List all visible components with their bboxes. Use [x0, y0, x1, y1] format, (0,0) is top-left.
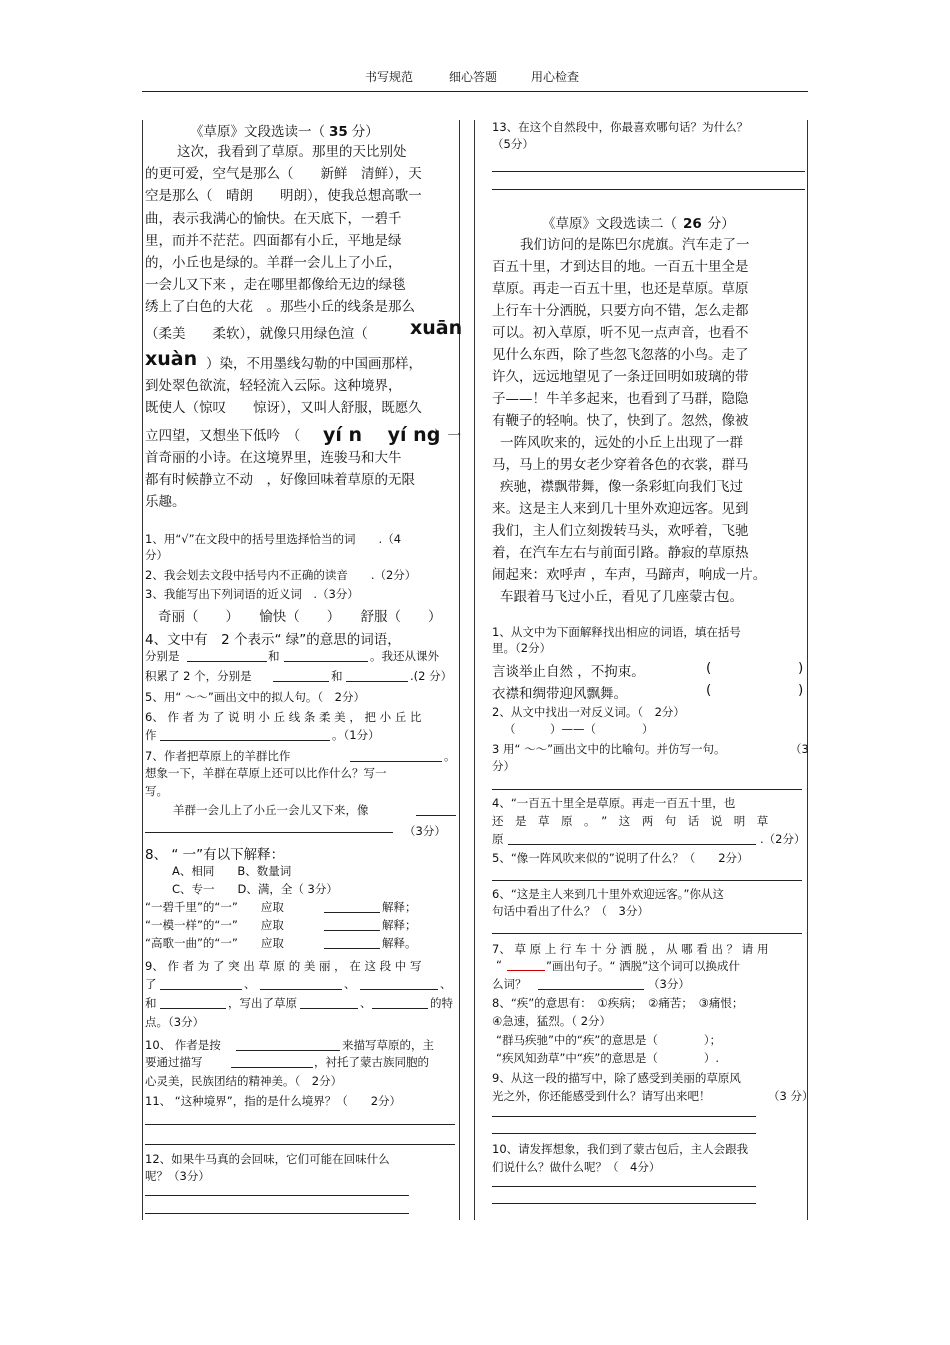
passage-line: 上行车十分洒脱，只要方向不错，怎么走都 — [492, 303, 749, 319]
passage-line: 许久，远远地望见了一条迂回明如玻璃的带 — [492, 369, 749, 385]
answer-blank[interactable] — [236, 1050, 340, 1051]
passage-line: 既使人（惊叹 惊讶），又叫人舒服，既愿久 — [145, 400, 422, 416]
r-question-10: 10、请发挥想象，我们到了蒙古包后，主人会跟我 — [492, 1142, 749, 1156]
left-column-border — [142, 120, 143, 1220]
passage-line: 曲，表示我满心的愉快。在天底下，一碧千 — [145, 211, 402, 227]
r-question-1-bracket: ( — [706, 682, 712, 698]
passage-line: 着，在汽车左右与前面引路。静寂的草原热 — [492, 545, 749, 561]
question-8-options: A、相同 B、数量词 — [172, 864, 292, 878]
answer-blank[interactable] — [360, 989, 438, 990]
answer-blank[interactable] — [284, 661, 368, 662]
question-3-words: 奇丽（ ） 愉快（ ） 舒服（ ） — [158, 609, 442, 625]
question-13: 13、在这个自然段中，你最喜欢哪句话？为什么？ — [492, 120, 749, 134]
question-4-text: 和 — [268, 649, 280, 663]
question-9-text: 、 — [344, 977, 356, 991]
question-7-text: 写。 — [145, 784, 168, 798]
passage-line: 的更可爱，空气是那么（ 新鲜 清鲜），天 — [145, 166, 422, 182]
passage-line: 我们，主人们立刻拨转马头，欢呼着，飞驰 — [492, 523, 749, 539]
passage-line: 闹起来：欢呼声 ，车声，马蹄声，响成一片。 — [492, 567, 767, 583]
question-3: 3、我能写出下列词语的近义词 .（3分） — [145, 587, 359, 601]
answer-blank[interactable] — [145, 832, 393, 833]
answer-blank[interactable] — [538, 989, 644, 990]
answer-blank[interactable] — [160, 1008, 226, 1009]
passage-line: 我们访问的是陈巴尔虎旗。汽车走了一 — [520, 237, 750, 253]
r-question-8: 8、“疾”的意思有： ①疾病； ②痛苦； ③痛恨； — [492, 996, 744, 1010]
r-question-1-bracket: ) — [798, 682, 804, 698]
question-7-text: 。 — [444, 749, 456, 763]
passage-line: 一会儿又下来 ，走在哪里都像给无边的绿毯 — [145, 277, 406, 293]
answer-blank[interactable] — [231, 1067, 313, 1068]
question-4-text: 。我还从课外 — [370, 649, 439, 663]
question-9-text: 的特 — [430, 996, 453, 1010]
question-13-score: （5分） — [492, 137, 534, 151]
answer-line[interactable] — [145, 1195, 409, 1196]
pinyin-yin-ying: yí n yí ng — [323, 424, 441, 446]
question-9-text: 、 — [440, 977, 452, 991]
r-question-9-score: （3 分） — [768, 1089, 814, 1103]
passage-line: 见什么东西，除了些忽飞忽落的小鸟。走了 — [492, 347, 749, 363]
passage-line: 有鞭子的轻响。快了，快到了。忽然，像被 — [492, 413, 749, 429]
title-score: 35 — [329, 124, 348, 140]
r-question-7-score: （3分） — [648, 977, 690, 991]
passage-line: ）染，不用墨线勾勒的中国画那样， — [206, 356, 422, 372]
answer-line[interactable] — [492, 1186, 756, 1187]
question-4-text: 积累了 2 个，分别是 — [145, 669, 252, 683]
passage-line: 百五十里，才到达目的地。一百五十里全是 — [492, 259, 749, 275]
r-question-9-text: 光之外，你还能感受到什么？请写出来吧！ — [492, 1089, 711, 1103]
title-text: 《草原》文段选读一（ — [190, 124, 325, 140]
passage-line: 乐趣。 — [145, 494, 186, 510]
question-10-text: 来描写草原的，主 — [342, 1038, 434, 1052]
question-9-score: 点。（3分） — [145, 1015, 205, 1029]
question-9: 9、 作 者 为 了 突 出 草 原 的 美 丽 ， 在 这 段 中 写 — [145, 959, 422, 973]
answer-blank[interactable] — [273, 681, 329, 682]
question-10-text: 要通过描写 — [145, 1055, 203, 1069]
question-8: 8、 “ 一”有以下解释： — [145, 847, 285, 863]
question-8-item: 解释； — [382, 900, 417, 914]
r-question-2: 2、从文中找出一对反义词。（ 2分） — [492, 705, 685, 719]
passage-line: 绣上了白色的大花 。那些小丘的线条是那么 — [145, 299, 415, 315]
passage-line: 草原。再走一百五十里，也还是草原。草原 — [492, 281, 749, 297]
r-question-8-text: ④急速，猛烈。（ 2分） — [492, 1014, 612, 1028]
r-question-2-blanks: （ ）——（ ） — [504, 722, 654, 736]
answer-blank[interactable] — [187, 661, 267, 662]
question-5: 5、用“ ～～”画出文中的拟人句。（ 2分） — [145, 690, 365, 704]
question-8-item: “高歌一曲”的“一” 应取 — [145, 936, 284, 950]
answer-blank[interactable] — [300, 1008, 358, 1009]
header-motto-1: 书写规范 — [365, 70, 414, 84]
question-8-item: 解释； — [382, 918, 417, 932]
question-12: 12、如果牛马真的会回味，它们可能在回味什么 — [145, 1152, 390, 1166]
question-11: 11、 “这种境界”，指的是什么境界？（ 2分） — [145, 1094, 402, 1108]
answer-blank[interactable] — [416, 815, 456, 816]
answer-blank[interactable] — [160, 989, 242, 990]
r-question-7-text: “ — [496, 958, 502, 972]
question-4-text: .(2 分） — [410, 669, 453, 683]
answer-line[interactable] — [145, 1213, 409, 1214]
passage-line: 首奇丽的小诗。在这境界里，连骏马和大牛 — [145, 450, 402, 466]
passage-line: 空是那么（ 晴朗 明朗），使我总想高歌一 — [145, 188, 422, 204]
right-column-border — [807, 120, 808, 1220]
question-7-score: （3分） — [404, 824, 446, 838]
passage-line: 一阵风吹来的，远处的小丘上出现了一群 — [500, 435, 743, 451]
question-2: 2、我会划去文段中括号内不正确的读音 .（2分） — [145, 568, 417, 582]
r-question-10-text: 们说什么？做什么呢？（ 4分） — [492, 1160, 661, 1174]
question-6-text: 。（1分） — [332, 728, 380, 742]
column-divider-left — [459, 120, 460, 1220]
passage-line: 到处翠色欲流，轻轻流入云际。这种境界， — [145, 378, 402, 394]
header-motto-3: 用心检查 — [531, 70, 580, 84]
r-question-1-bracket: ( — [706, 660, 712, 676]
r-question-8-text: “疾风知劲草”中“疾”的意思是（ ）. — [496, 1051, 719, 1065]
column-divider-right — [474, 120, 475, 1220]
r-question-1-cont: 里。（2分） — [492, 641, 552, 655]
r-question-6: 6、“这是主人来到几十里外欢迎远客。”你从这 — [492, 887, 724, 901]
question-9-text: ，写出了草原 — [228, 996, 297, 1010]
question-8-item: “一碧千里”的“一” 应取 — [145, 900, 284, 914]
r-question-4: 4、“一百五十里全是草原。再走一百五十里，也 — [492, 796, 736, 810]
passage-1-title — [190, 120, 379, 140]
question-9-text: 和 — [145, 996, 157, 1010]
pinyin-xuan4: xuàn — [145, 348, 198, 370]
r-question-1: 1、从文中为下面解释找出相应的词语，填在括号 — [492, 625, 741, 639]
question-4: 4、文中有 2 个表示“ 绿”的意思的词语， — [145, 632, 401, 648]
r-question-3: 3 用“ ～～”画出文中的比喻句。并仿写一句。 — [492, 742, 726, 756]
r-question-7-text: 么词？ — [492, 977, 527, 991]
passage-2-title — [542, 212, 735, 232]
r-question-1-bracket: ) — [798, 660, 804, 676]
answer-blank[interactable] — [324, 912, 380, 913]
question-6: 6、 作 者 为 了 说 明 小 丘 线 条 柔 美 ， 把 小 丘 比 — [145, 710, 422, 724]
passage-line: 来。这是主人来到几十里外欢迎远客。见到 — [492, 501, 749, 517]
passage-line: ）一 — [434, 428, 461, 444]
passage-line: （柔美 柔软），就像只用绿色渲（ — [145, 326, 368, 342]
question-8-options: C、专一 D、满，全（ 3分） — [172, 882, 338, 896]
answer-line[interactable] — [492, 789, 802, 790]
r-question-3-score: （3 — [790, 742, 809, 756]
answer-line[interactable] — [492, 1133, 756, 1134]
passage-line: 可以。初入草原，听不见一点声音，也看不 — [492, 325, 749, 341]
r-question-3-score: 分） — [492, 759, 515, 773]
title-text: 《草原》文段选读二（ — [542, 216, 677, 232]
answer-blank[interactable] — [372, 1008, 428, 1009]
question-8-item: 解释。 — [382, 936, 417, 950]
passage-line: 车跟着马飞过小丘，看见了几座蒙古包。 — [500, 589, 743, 605]
question-12-score: 呢？（3分） — [145, 1169, 210, 1183]
question-4-text: 分别是 — [145, 649, 180, 663]
title-score: 26 — [683, 216, 702, 232]
r-question-7: 7、 草 原 上 行 车 十 分 洒 脱 ， 从 哪 看 出 ？ 请 用 — [492, 942, 769, 956]
title-suffix: 分） — [351, 124, 379, 140]
question-10-text: 心灵美，民族团结的精神美。（ 2分） — [145, 1074, 343, 1088]
answer-line[interactable] — [492, 1203, 756, 1204]
answer-line[interactable] — [145, 1124, 455, 1125]
passage-line: 马，马上的男女老少穿着各色的衣裳，群马 — [492, 457, 749, 473]
answer-blank[interactable] — [346, 681, 408, 682]
question-9-text: 了 — [145, 977, 157, 991]
question-10: 10、 作者是按 — [145, 1038, 221, 1052]
passage-line: 里，而并不茫茫。四面都有小丘，平地是绿 — [145, 233, 402, 249]
question-7-text: 羊群一会儿上了小丘一会儿又下来，像 — [173, 803, 369, 817]
answer-line[interactable] — [492, 1116, 756, 1117]
r-question-4-score: .（2分） — [760, 832, 806, 846]
red-underline-sample — [507, 970, 545, 971]
title-suffix: 分） — [707, 216, 735, 232]
passage-line: 子——！牛羊多起来，也看到了马群，隐隐 — [492, 391, 749, 407]
r-question-1-item: 衣襟和绸带迎风飘舞。 — [492, 686, 627, 702]
r-question-7-text: ”画出句子。“ 洒脱”这个词可以换成什 — [546, 959, 741, 973]
question-10-text: ，衬托了蒙古族同胞的 — [314, 1055, 429, 1069]
answer-line[interactable] — [492, 933, 802, 934]
passage-line: 这次，我看到了草原。那里的天比别处 — [177, 144, 407, 160]
pinyin-xuan1: xuān — [410, 317, 463, 339]
r-question-4-text: 原 — [492, 832, 504, 846]
answer-blank[interactable] — [260, 989, 342, 990]
r-question-1-item: 言谈举止自然 ，不拘束。 — [492, 664, 645, 680]
answer-blank[interactable] — [508, 844, 756, 845]
answer-blank[interactable] — [160, 740, 330, 741]
question-7: 7、作者把草原上的羊群比作 — [145, 749, 291, 763]
answer-blank[interactable] — [324, 930, 380, 931]
header-motto-2: 细心答题 — [449, 70, 498, 84]
question-6-text: 作 — [145, 728, 157, 742]
r-question-9: 9、从这一段的描写中，除了感受到美丽的草原风 — [492, 1071, 741, 1085]
question-7-text: 想象一下，羊群在草原上还可以比作什么？写一 — [145, 766, 387, 780]
passage-line: 立四望，又想坐下低吟 （ — [145, 428, 301, 444]
answer-line[interactable] — [145, 1144, 455, 1145]
answer-blank[interactable] — [350, 761, 442, 762]
header-rule — [142, 91, 808, 92]
r-question-6-text: 句话中看出了什么？（ 3分） — [492, 904, 649, 918]
question-1: 1、用“√”在文段中的括号里选择恰当的词 .（4 — [145, 532, 402, 546]
r-question-8-text: “群马疾驰”中的“疾”的意思是（ ）； — [496, 1033, 722, 1047]
answer-line[interactable] — [492, 171, 805, 172]
question-9-text: 、 — [360, 996, 372, 1010]
passage-line: 都有时候静立不动 ，好像回味着草原的无限 — [145, 472, 415, 488]
question-1-cont: 分） — [145, 548, 168, 562]
answer-blank[interactable] — [324, 948, 380, 949]
passage-line: 的，小丘也是绿的。羊群一会儿上了小丘， — [145, 255, 402, 271]
answer-line[interactable] — [492, 189, 805, 190]
passage-line: 疾驰，襟飘带舞，像一条彩虹向我们飞过 — [500, 479, 743, 495]
question-8-item: “一模一样”的“一” 应取 — [145, 918, 284, 932]
r-question-5: 5、“像一阵风吹来似的”说明了什么？（ 2分） — [492, 851, 749, 865]
question-4-text: 和 — [331, 669, 343, 683]
question-9-text: 、 — [244, 977, 256, 991]
answer-line[interactable] — [492, 880, 802, 881]
r-question-4-text: 还 是 草 原 。 ” 这 两 句 话 说 明 草 — [492, 814, 769, 828]
